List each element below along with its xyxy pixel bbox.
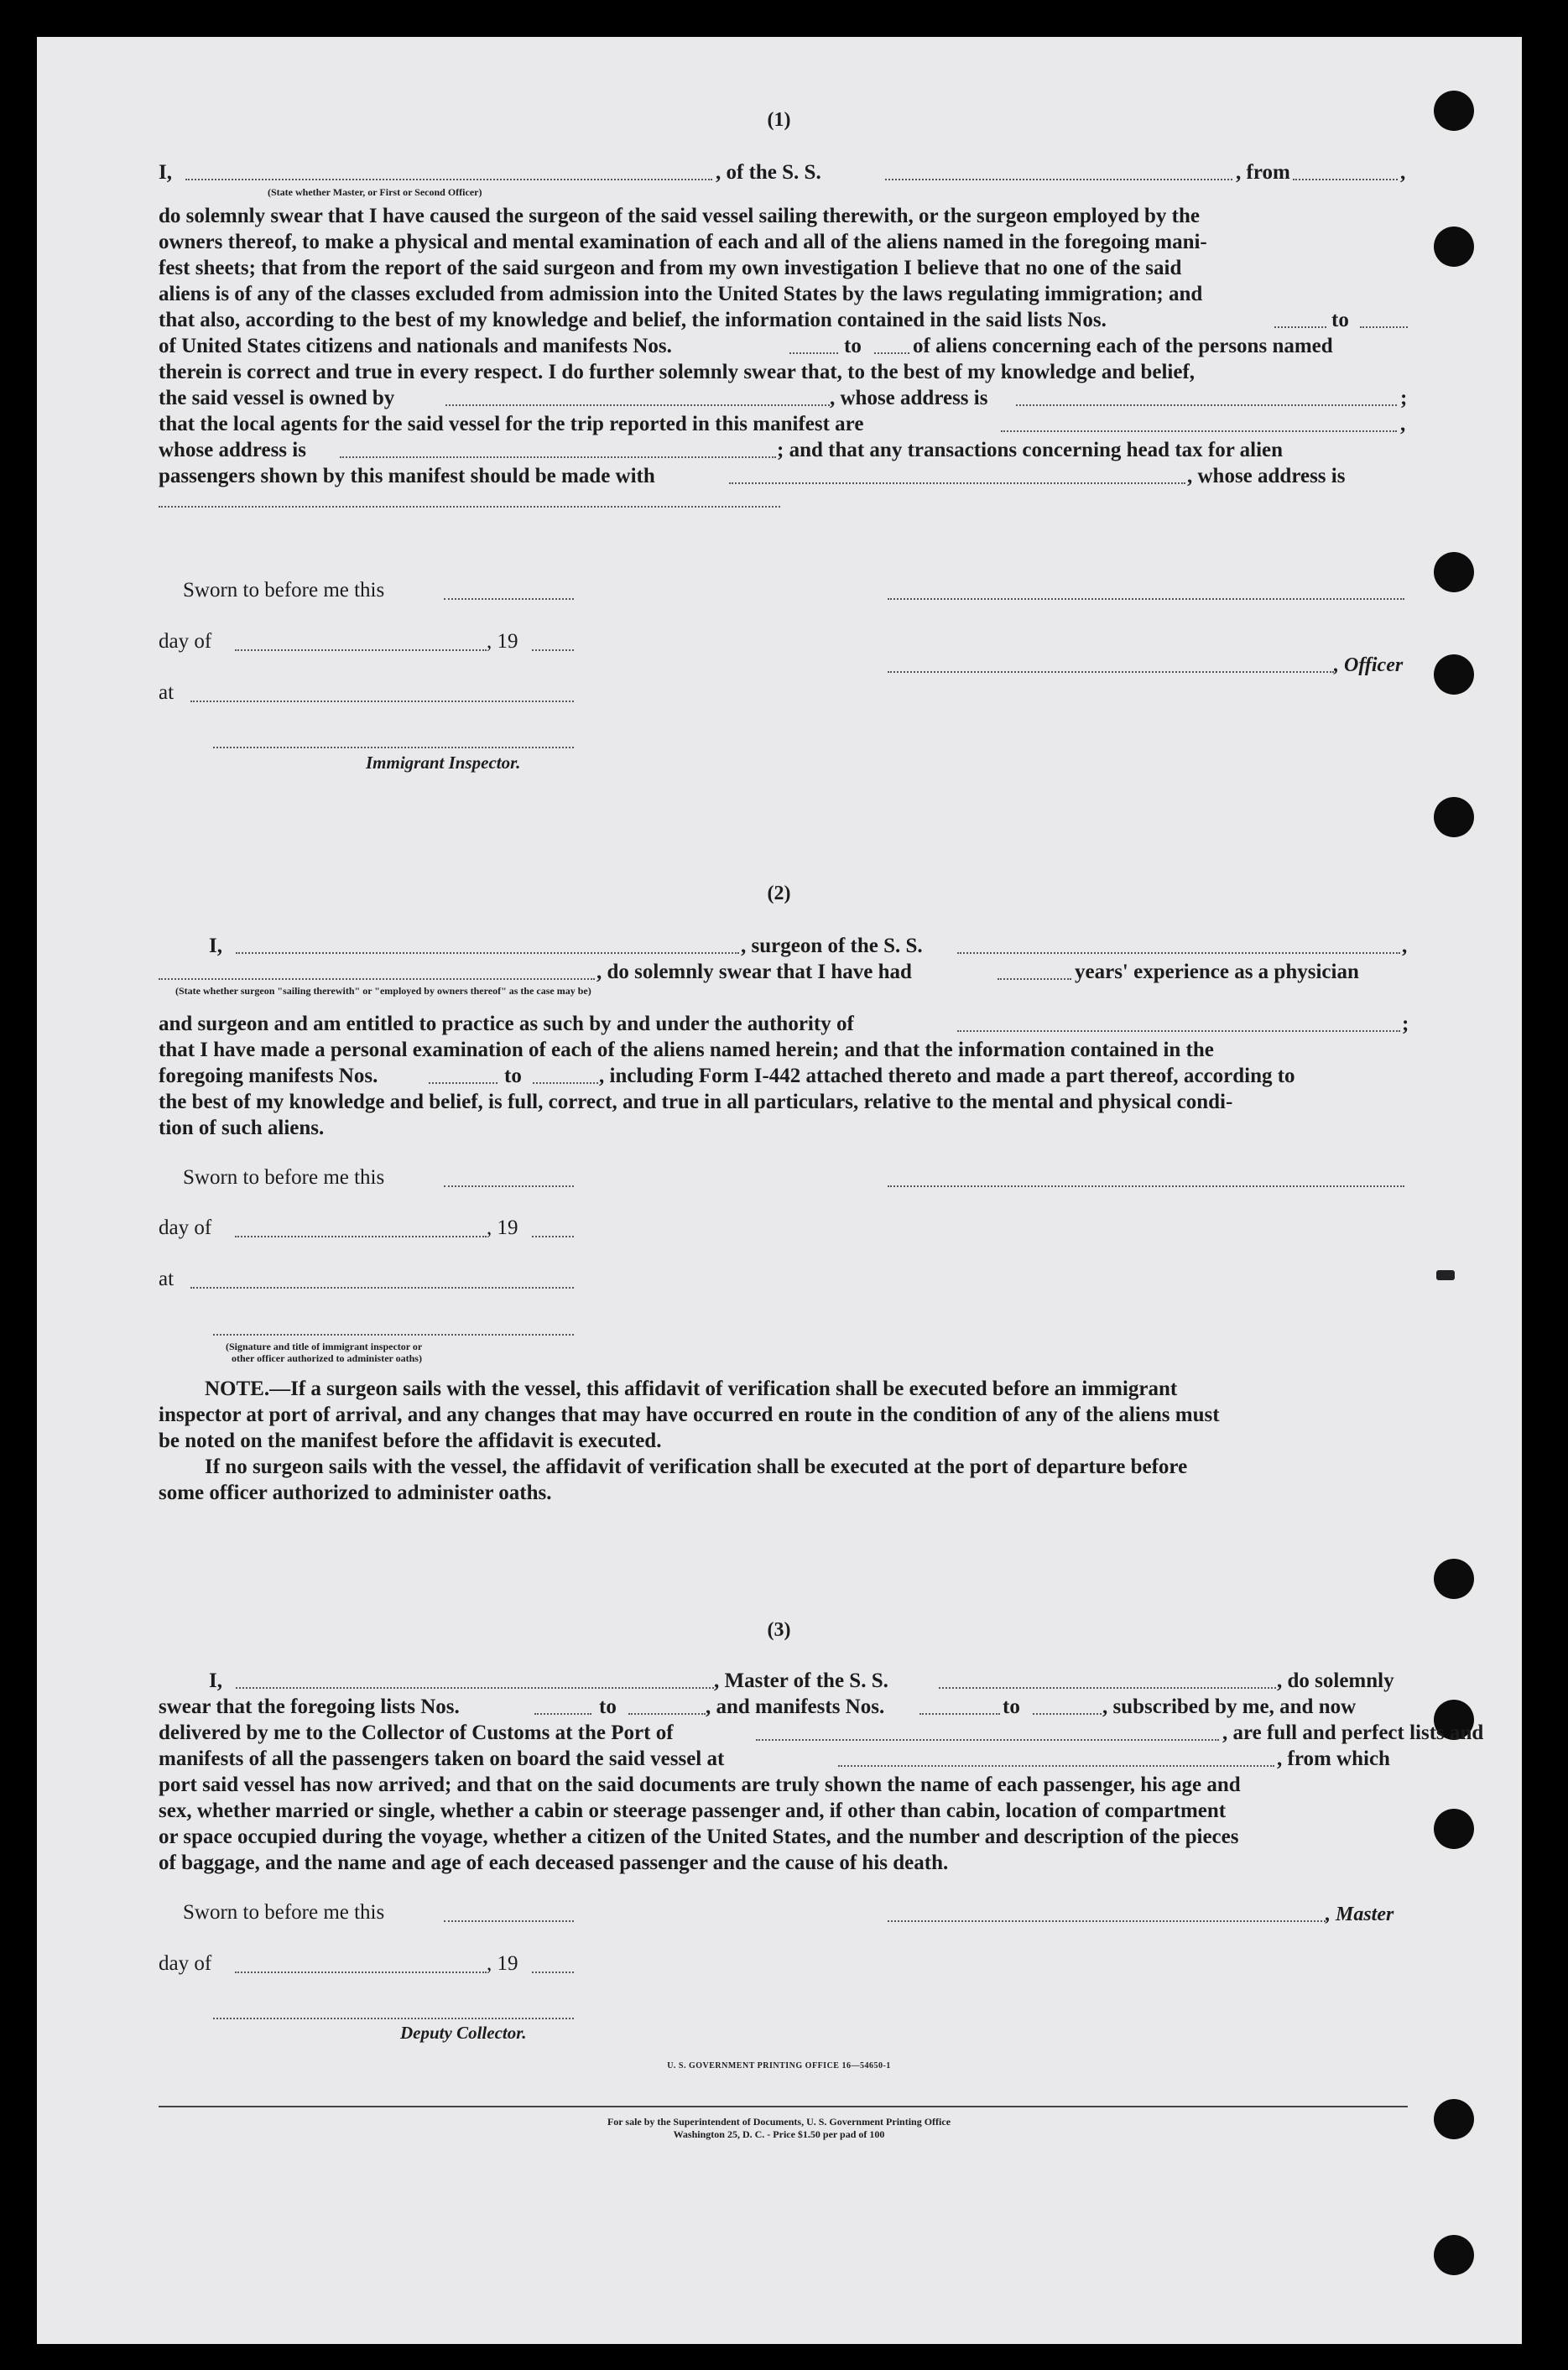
officer-signature-line-1[interactable] [888, 598, 1404, 600]
text: ; [1400, 387, 1408, 409]
text: , [1400, 413, 1406, 435]
text: the said vessel is owned by [159, 387, 395, 409]
text: passengers shown by this manifest should be made with [159, 465, 655, 487]
text: manifests of all the passengers taken on board the said vessel at [159, 1748, 725, 1770]
text: to [599, 1695, 617, 1718]
binder-hole [1434, 2235, 1474, 2275]
body-line: owners thereof, to make a physical and mental examination of each and all of the aliens named in the foregoing mani- [159, 231, 1207, 253]
blank-at-place[interactable] [190, 1287, 574, 1289]
blank-owner-address[interactable] [1016, 404, 1397, 406]
at-label: at [159, 681, 175, 704]
blank-month[interactable] [235, 1972, 487, 1973]
text: that also, according to the best of my knowledge and belief, the information contained in the said lists Nos. [159, 309, 1107, 331]
binder-hole [1434, 552, 1474, 592]
text: , of the S. S. [716, 161, 821, 184]
section-2-number: (2) [767, 883, 791, 904]
blank-year[interactable] [532, 649, 574, 651]
text: of United States citizens and nationals and manifests Nos. [159, 335, 672, 357]
blank-manifest-to[interactable] [874, 352, 909, 354]
binder-hole [1434, 227, 1474, 267]
day-label: day of [159, 630, 212, 653]
text: of aliens concerning each of the persons named [913, 335, 1333, 357]
text: , including Form I-442 attached thereto and made a part thereof, according to [599, 1065, 1295, 1087]
text: to [844, 335, 862, 357]
day-label: day of [159, 1216, 212, 1239]
binder-hole [1434, 654, 1474, 695]
text: and surgeon and am entitled to practice as such by and under the authority of [159, 1013, 854, 1035]
blank-at-place[interactable] [190, 701, 574, 702]
text: to [1003, 1695, 1020, 1718]
section-1-number: (1) [767, 109, 791, 131]
signature-caption: (Signature and title of immigrant inspector or [226, 1341, 423, 1352]
text: , and manifests Nos. [706, 1695, 885, 1718]
signature-caption: other officer authorized to administer oaths) [232, 1352, 422, 1364]
blank-authority[interactable] [957, 1030, 1400, 1032]
blank-years[interactable] [998, 978, 1071, 980]
blank-list-from[interactable] [534, 1713, 591, 1715]
blank-vessel-name[interactable] [939, 1687, 1276, 1689]
text: , subscribed by me, and now [1102, 1695, 1357, 1718]
note-line: be noted on the manifest before the affidavit is executed. [159, 1430, 662, 1452]
body-line: that I have made a personal examination of each of the aliens named herein; and that the information contained in the [159, 1039, 1214, 1061]
text: I, [209, 1669, 222, 1692]
blank-list-to[interactable] [1360, 326, 1408, 328]
blank-port[interactable] [756, 1739, 1219, 1741]
blank-manifest-from[interactable] [919, 1713, 1000, 1715]
body-line: or space occupied during the voyage, whether a citizen of the United States, and the number and description of the pieces [159, 1826, 1239, 1848]
text: , Master of the S. S. [714, 1669, 888, 1692]
body-line-authority [159, 1013, 1408, 1038]
blank-sworn-day[interactable] [444, 1185, 574, 1187]
body-line: the best of my knowledge and belief, is full, correct, and true in all particulars, relative to the mental and physical condi- [159, 1091, 1233, 1113]
master-label: , Master [1326, 1904, 1394, 1925]
section-3-opening [159, 1669, 1408, 1695]
text: to [1331, 309, 1349, 331]
body-line: of baggage, and the name and age of each deceased passenger and the cause of his death. [159, 1852, 949, 1874]
note-line: inspector at port of arrival, and any changes that may have occurred en route in the condition of any of the aliens must [159, 1404, 1220, 1426]
body-line-agent-address [159, 439, 1408, 464]
section-3-number: (3) [767, 1619, 791, 1641]
body-line: aliens is of any of the classes excluded from admission into the United States by the laws regulating immigration; and [159, 283, 1203, 305]
blank-manifest-to[interactable] [1033, 1713, 1102, 1715]
body-line: fest sheets; that from the report of the said surgeon and from my own investigation I believe that no one of the said [159, 257, 1182, 279]
text: , [1402, 935, 1408, 957]
text: , [1400, 161, 1406, 184]
year-label: , 19 [487, 1216, 518, 1239]
blank-manifest-from[interactable] [789, 352, 838, 354]
blank-boarding-port[interactable] [838, 1765, 1274, 1767]
blank-officer-title[interactable] [185, 179, 712, 180]
blank-local-agents[interactable] [1001, 430, 1397, 432]
body-line-owner [159, 387, 1408, 412]
section-3-lists [159, 1695, 1408, 1721]
blank-manifest-from[interactable] [429, 1082, 497, 1084]
authorized-signature-line[interactable] [213, 1334, 574, 1336]
sale-line: Washington 25, D. C. - Price $1.50 per pad of 100 [673, 2128, 885, 2140]
text: that the local agents for the said vessel for the trip reported in this manifest are [159, 413, 864, 435]
text: whose address is [159, 439, 306, 461]
blank-year[interactable] [532, 1236, 574, 1237]
body-line: therein is correct and true in every respect. I do further solemnly swear that, to the best of my knowledge and belief, [159, 361, 1196, 383]
sworn-label: Sworn to before me this [183, 1166, 385, 1189]
collector-signature-line[interactable] [213, 2018, 574, 2019]
at-label: at [159, 1268, 175, 1290]
surgeon-signature-line[interactable] [888, 1185, 1404, 1187]
binder-hole [1434, 797, 1474, 837]
blank-agent-address[interactable] [340, 456, 776, 458]
inspector-signature-line[interactable] [213, 747, 574, 748]
body-line-head-tax [159, 465, 1408, 490]
sworn-label: Sworn to before me this [183, 579, 385, 602]
officer-title-caption: (State whether Master, or First or Second Officer) [268, 186, 482, 198]
section-3-boarding [159, 1748, 1408, 1773]
text: , whose address is [1187, 465, 1346, 487]
text: , do solemnly swear that I have had [596, 961, 912, 983]
note-line: some officer authorized to administer oaths. [159, 1482, 552, 1504]
text: delivered by me to the Collector of Customs at the Port of [159, 1722, 674, 1744]
body-line-lists [159, 309, 1408, 334]
blank-surgeon-name[interactable] [236, 952, 739, 954]
text: , do solemnly [1277, 1669, 1394, 1692]
form-page [37, 37, 1522, 2344]
text: I, [159, 161, 172, 184]
text: , from [1236, 161, 1290, 184]
section-3-port [159, 1722, 1484, 1747]
text: foregoing manifests Nos. [159, 1065, 378, 1087]
text: , are full and perfect lists and [1222, 1722, 1484, 1744]
master-signature-line[interactable] [888, 1920, 1326, 1922]
body-line: do solemnly swear that I have caused the surgeon of the said vessel sailing therewith, or the surgeon employed by the [159, 205, 1200, 227]
sale-line: For sale by the Superintendent of Documents, U. S. Government Printing Office [607, 2116, 951, 2128]
blank-head-tax-party[interactable] [729, 482, 1185, 484]
day-label: day of [159, 1952, 212, 1975]
body-line-manifests [159, 335, 1408, 360]
body-line: tion of such aliens. [159, 1117, 325, 1139]
text: , from which [1277, 1748, 1390, 1770]
body-line: port said vessel has now arrived; and that on the said documents are truly shown the name of each passenger, his age and [159, 1774, 1241, 1796]
blank-vessel-name[interactable] [885, 179, 1232, 180]
section-2-experience [159, 961, 1408, 986]
binder-hole [1434, 1559, 1474, 1599]
blank-sworn-day[interactable] [444, 598, 574, 600]
text: , surgeon of the S. S. [741, 935, 923, 957]
section-2-opening [159, 935, 1408, 960]
blank-surgeon-vessel[interactable] [957, 952, 1400, 954]
blank-owner[interactable] [445, 404, 830, 406]
surgeon-status-caption: (State whether surgeon "sailing therewith" or "employed by owners thereof" as the case may be) [175, 985, 591, 997]
text: , whose address is [830, 387, 988, 409]
footer-rule [159, 2106, 1408, 2107]
text: years' experience as a physician [1075, 961, 1359, 983]
blank-head-tax-address[interactable] [159, 506, 780, 508]
text: swear that the foregoing lists Nos. [159, 1695, 460, 1718]
sworn-label: Sworn to before me this [183, 1901, 385, 1924]
collector-label: Deputy Collector. [400, 2023, 527, 2043]
blank-surgeon-status[interactable] [159, 978, 595, 980]
blank-list-to[interactable] [628, 1713, 706, 1715]
body-line: sex, whether married or single, whether a cabin or steerage passenger and, if other than cabin, location of compartment [159, 1800, 1227, 1822]
text: ; and that any transactions concerning head tax for alien [777, 439, 1284, 461]
blank-master-name[interactable] [236, 1687, 714, 1689]
year-label: , 19 [487, 1952, 518, 1975]
blank-month[interactable] [235, 649, 487, 651]
note-line: NOTE.—If a surgeon sails with the vessel, this affidavit of verification shall be executed before an immigrant [205, 1378, 1178, 1400]
ink-mark [1436, 1270, 1455, 1280]
officer-signature-line-2[interactable] [888, 671, 1334, 673]
blank-list-from[interactable] [1274, 326, 1326, 328]
blank-year[interactable] [532, 1972, 574, 1973]
note-line: If no surgeon sails with the vessel, the affidavit of verification shall be executed at the port of departure before [205, 1456, 1188, 1478]
text: ; [1402, 1013, 1409, 1035]
printing-office-line: U. S. GOVERNMENT PRINTING OFFICE 16—54650-1 [667, 2061, 891, 2070]
inspector-label: Immigrant Inspector. [366, 753, 521, 773]
blank-manifest-to[interactable] [533, 1082, 598, 1084]
year-label: , 19 [487, 630, 518, 653]
blank-sworn-day[interactable] [444, 1920, 574, 1922]
blank-month[interactable] [235, 1236, 487, 1237]
section-1-opening [159, 161, 1408, 186]
body-line-agents [159, 413, 1408, 438]
text: to [504, 1065, 522, 1087]
body-line-manifests [159, 1065, 1408, 1090]
officer-label: , Officer [1334, 654, 1404, 676]
blank-from-port[interactable] [1293, 179, 1398, 180]
binder-hole [1434, 1809, 1474, 1849]
text: I, [209, 935, 222, 957]
